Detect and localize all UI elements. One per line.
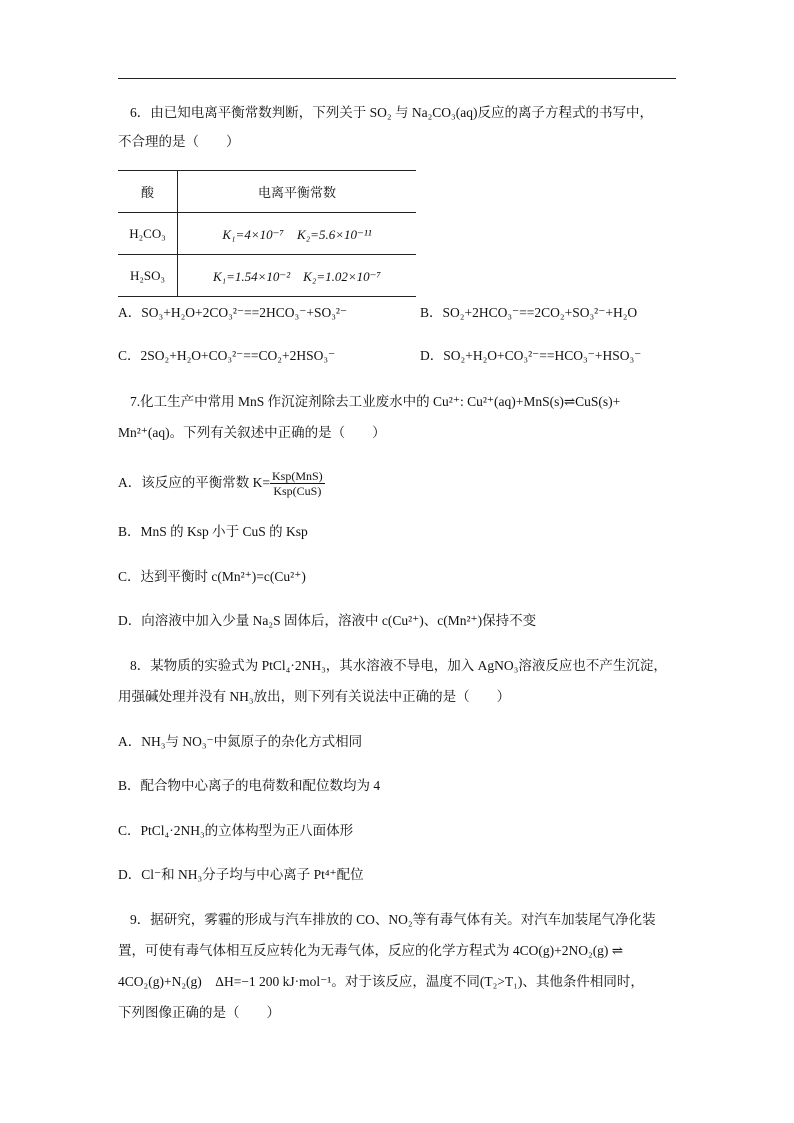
q7-option-c: C．达到平衡时 c(Mn²⁺)=c(Cu²⁺) (118, 569, 306, 584)
q7-option-b: B．MnS 的 Ksp 小于 CuS 的 Ksp (118, 524, 308, 539)
q6-option-a: A．SO₃+H₂O+2CO₃²⁻==2HCO₃⁻+SO₃²⁻ (118, 305, 348, 320)
q6-option-b: B．SO₂+2HCO₃⁻==2CO₂+SO₃²⁻+H₂O (420, 305, 638, 320)
q8-option-c: C．PtCl₄·2NH₃的立体构型为正八面体形 (118, 823, 354, 838)
q9-stem-line3: 4CO₂(g)+N₂(g) ΔH=−1 200 kJ·mol⁻¹。对于该反应，温度不同(T₂>T₁)、其他条件相同时， (118, 974, 644, 989)
header-rule (118, 78, 676, 79)
fraction-denominator: Ksp(CuS) (273, 484, 322, 499)
table-header-constant: 电离平衡常数 (178, 171, 417, 213)
q7-stem-line1: 7.化工生产中常用 MnS 作沉淀剂除去工业废水中的 Cu²⁺: Cu²⁺(aq)+MnS(s)⇌CuS(s)+ (130, 394, 621, 409)
q9-stem-line4: 下列图像正确的是（ ） (118, 1005, 280, 1020)
q6-stem-line1: 6．由已知电离平衡常数判断，下列关于 SO₂ 与 Na₂CO₃(aq)反应的离子方程式的书写中， (130, 105, 653, 120)
q7-stem-line2: Mn²⁺(aq)。下列有关叙述中正确的是（ ） (118, 425, 386, 440)
q8-option-a: A．NH₃与 NO₃⁻中氮原子的杂化方式相同 (118, 734, 363, 749)
q6-option-c: C．2SO₂+H₂O+CO₃²⁻==CO₂+2HSO₃⁻ (118, 348, 336, 363)
q8-option-b: B．配合物中心离子的电荷数和配位数均为 4 (118, 778, 381, 793)
q6-option-d: D．SO₂+H₂O+CO₃²⁻==HCO₃⁻+HSO₃⁻ (420, 348, 642, 363)
equilibrium-constant-fraction (270, 469, 325, 498)
fraction-numerator: Ksp(MnS) (272, 469, 323, 484)
table-cell-constants: K₁=4×10⁻⁷ K₂=5.6×10⁻¹¹ (178, 213, 417, 255)
table-cell-constants: K₁=1.54×10⁻² K₂=1.02×10⁻⁷ (178, 255, 417, 297)
q9-stem-line1: 9．据研究，雾霾的形成与汽车排放的 CO、NO₂等有毒气体有关。对汽车加装尾气净化装 (130, 912, 656, 927)
q8-option-d: D．Cl⁻和 NH₃分子均与中心离子 Pt⁴⁺配位 (118, 867, 364, 882)
table-header-acid: 酸 (118, 171, 178, 213)
table-row (118, 213, 416, 255)
q7-option-a-text: A．该反应的平衡常数 K= (118, 475, 270, 490)
q6-stem-line2: 不合理的是（ ） (118, 134, 240, 149)
ionization-constants-table (118, 170, 416, 297)
q7-option-a (118, 466, 325, 500)
q8-stem-line1: 8．某物质的实验式为 PtCl₄·2NH₃，其水溶液不导电，加入 AgNO₃溶液反应也不产生沉淀， (130, 658, 667, 673)
q7-option-d: D．向溶液中加入少量 Na₂S 固体后，溶液中 c(Cu²⁺)、c(Mn²⁺)保持不变 (118, 613, 537, 628)
table-cell-acid: H₂CO₃ (118, 213, 178, 255)
table-row (118, 255, 416, 297)
table-cell-acid: H₂SO₃ (118, 255, 178, 297)
q9-stem-line2: 置，可使有毒气体相互反应转化为无毒气体，反应的化学方程式为 4CO(g)+2NO₂(g) ⇌ (118, 943, 624, 958)
q8-stem-line2: 用强碱处理并没有 NH₃放出，则下列有关说法中正确的是（ ） (118, 689, 511, 704)
